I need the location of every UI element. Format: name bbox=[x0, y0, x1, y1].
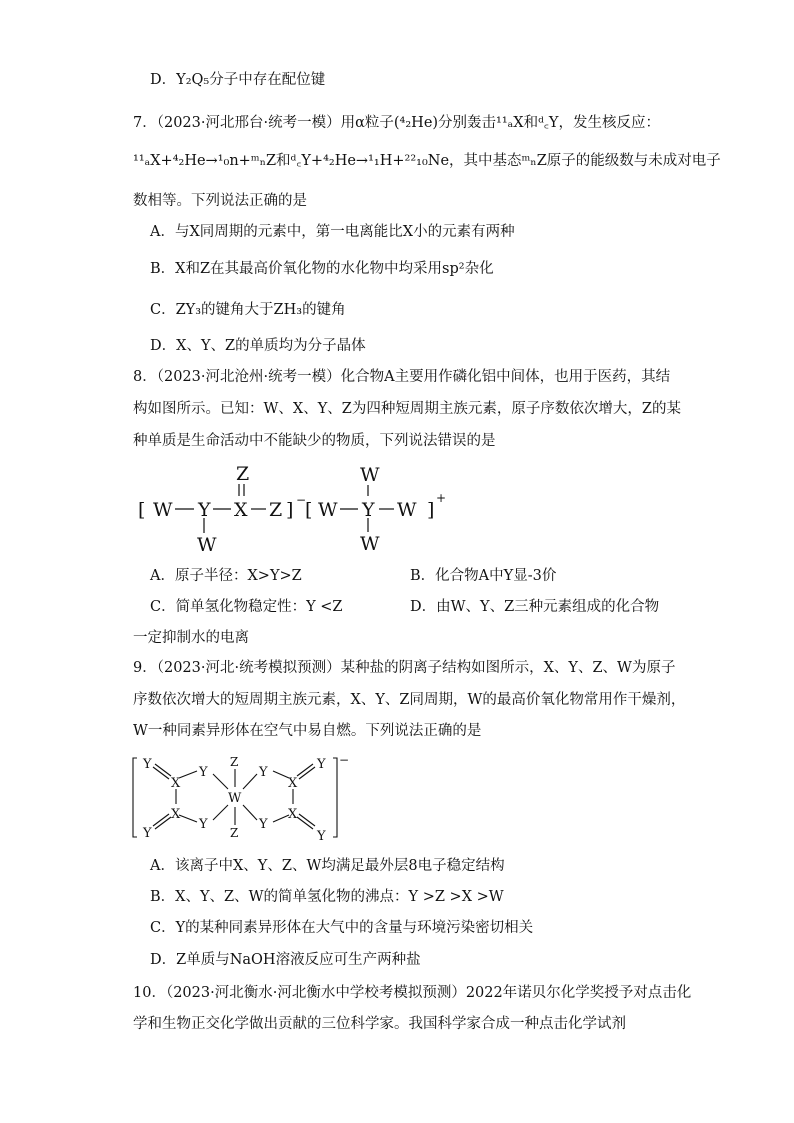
q8-anion-y: Y bbox=[198, 499, 211, 521]
q8-cation-charge: + bbox=[436, 491, 447, 505]
q8-stem-line3: 种单质是生命活动中不能缺少的物质，下列说法错误的是 bbox=[133, 433, 496, 449]
q10-stem-line2: 学和生物正交化学做出贡献的三位科学家。我国科学家合成一种点击化学试剂 bbox=[133, 1016, 626, 1032]
q9-stem-line2: 序数依次增大的短周期主族元素，X、Y、Z同周期，W的最高价氧化物常用作干燥剂， bbox=[133, 692, 686, 708]
q8-option-b[interactable]: B．化合物A中Y显-3价 bbox=[410, 568, 557, 584]
q7-option-a[interactable]: A．与X同周期的元素中，第一电离能比X小的元素有两种 bbox=[150, 224, 515, 240]
q8-anion-x: X bbox=[234, 499, 248, 521]
q8-stem-line1: 8．（2023·河北沧州·统考一模）化合物A主要用作磷化铝中间体，也用于医药，其结 bbox=[133, 369, 671, 385]
q8-stem-line2: 构如图所示。已知：W、X、Y、Z为四种短周期主族元素，原子序数依次增大，Z的某 bbox=[133, 401, 681, 417]
q8-left-bracket-open: [ bbox=[138, 499, 146, 521]
q7-option-d[interactable]: D．X、Y、Z的单质均为分子晶体 bbox=[150, 338, 366, 354]
q9-y-bottom-right: Y bbox=[317, 829, 326, 844]
q8-option-d[interactable]: D．由W、Y、Z三种元素组成的化合物 bbox=[410, 599, 660, 615]
q6-option-d[interactable]: D．Y₂Q₅分子中存在配位键 bbox=[150, 72, 326, 88]
q8-cation-y: Y bbox=[362, 499, 375, 521]
q9-y-bottom-left: Y bbox=[143, 826, 152, 841]
q7-option-c[interactable]: C．ZY₃的键角大于ZH₃的键角 bbox=[150, 302, 346, 318]
q9-w-center: W bbox=[228, 791, 242, 806]
q8-cation-w-top: W bbox=[360, 464, 380, 486]
q9-y-top-right: Y bbox=[317, 757, 326, 772]
q9-y-top-left: Y bbox=[143, 757, 152, 772]
q8-anion-w-bottom: W bbox=[197, 534, 217, 556]
q8-option-d-cont: 一定抑制水的电离 bbox=[133, 630, 249, 646]
q8-anion-w1: W bbox=[153, 499, 173, 521]
q9-y-left-top-bridge: Y bbox=[199, 765, 208, 780]
q8-cation-w-right: W bbox=[397, 499, 417, 521]
q7-stem-line2: ¹¹ₐX+⁴₂He→¹₀n+ᵐₙZ和ᵈ꜀Y+⁴₂He→¹₁H+²²₁₀Ne，其中基态ᵐₙZ原子的能级数与未成对电子 bbox=[133, 153, 721, 169]
q9-option-b[interactable]: B．X、Y、Z、W的简单氢化物的沸点：Y >Z >X >W bbox=[150, 889, 504, 905]
q9-stem-line1: 9．（2023·河北·统考模拟预测）某种盐的阴离子结构如图所示，X、Y、Z、W为原子 bbox=[133, 660, 676, 676]
q9-x-right-top: X bbox=[288, 776, 298, 791]
q10-stem-line1: 10．（2023·河北衡水·河北衡水中学校考模拟预测）2022年诺贝尔化学奖授予对点击化 bbox=[133, 985, 692, 1001]
q9-x-left-top: X bbox=[171, 776, 181, 791]
q7-option-b[interactable]: B．X和Z在其最高价氧化物的水化物中均采用sp²杂化 bbox=[150, 261, 494, 277]
q9-z-top: Z bbox=[230, 755, 239, 769]
q9-y-left-bottom-bridge: Y bbox=[199, 817, 208, 832]
q9-option-d[interactable]: D．Z单质与NaOH溶液反应可生产两种盐 bbox=[150, 952, 421, 968]
q9-option-a[interactable]: A．该离子中X、Y、Z、W均满足最外层8电子稳定结构 bbox=[150, 858, 505, 874]
q9-x-right-bottom: X bbox=[288, 807, 298, 822]
q8-cation-w-left: W bbox=[318, 499, 338, 521]
q8-right-bracket-open: [ bbox=[305, 499, 313, 521]
q9-y-right-top-bridge: Y bbox=[259, 765, 268, 780]
q7-stem-line3: 数相等。下列说法正确的是 bbox=[133, 193, 307, 209]
q8-left-bracket-close: ] bbox=[286, 499, 294, 521]
q9-z-bottom: Z bbox=[230, 826, 239, 840]
q8-option-c[interactable]: C．简单氢化物稳定性：Y <Z bbox=[150, 599, 343, 615]
q8-anion-z-top: Z bbox=[236, 463, 250, 485]
q8-anion-z1: Z bbox=[269, 499, 283, 521]
q8-cation-w-bottom: W bbox=[360, 533, 380, 555]
q7-stem-line1: 7．（2023·河北邢台·统考一模）用α粒子(⁴₂He)分别轰击¹¹ₐX和ᵈ꜀Y，发生核反应： bbox=[133, 115, 660, 131]
q9-stem-line3: W一种同素异形体在空气中易自燃。下列说法正确的是 bbox=[133, 723, 482, 739]
q9-x-left-bottom: X bbox=[171, 807, 181, 822]
q8-right-bracket-close: ] bbox=[427, 499, 435, 521]
q8-option-a[interactable]: A．原子半径：X>Y>Z bbox=[150, 568, 302, 584]
q9-option-c[interactable]: C．Y的某种同素异形体在大气中的含量与环境污染密切相关 bbox=[150, 920, 534, 936]
q9-charge: − bbox=[339, 753, 350, 767]
q9-structure-diagram bbox=[131, 752, 361, 844]
q9-y-right-bottom-bridge: Y bbox=[259, 817, 268, 832]
q8-anion-charge: − bbox=[296, 493, 307, 507]
q8-structure-diagram bbox=[135, 458, 455, 558]
